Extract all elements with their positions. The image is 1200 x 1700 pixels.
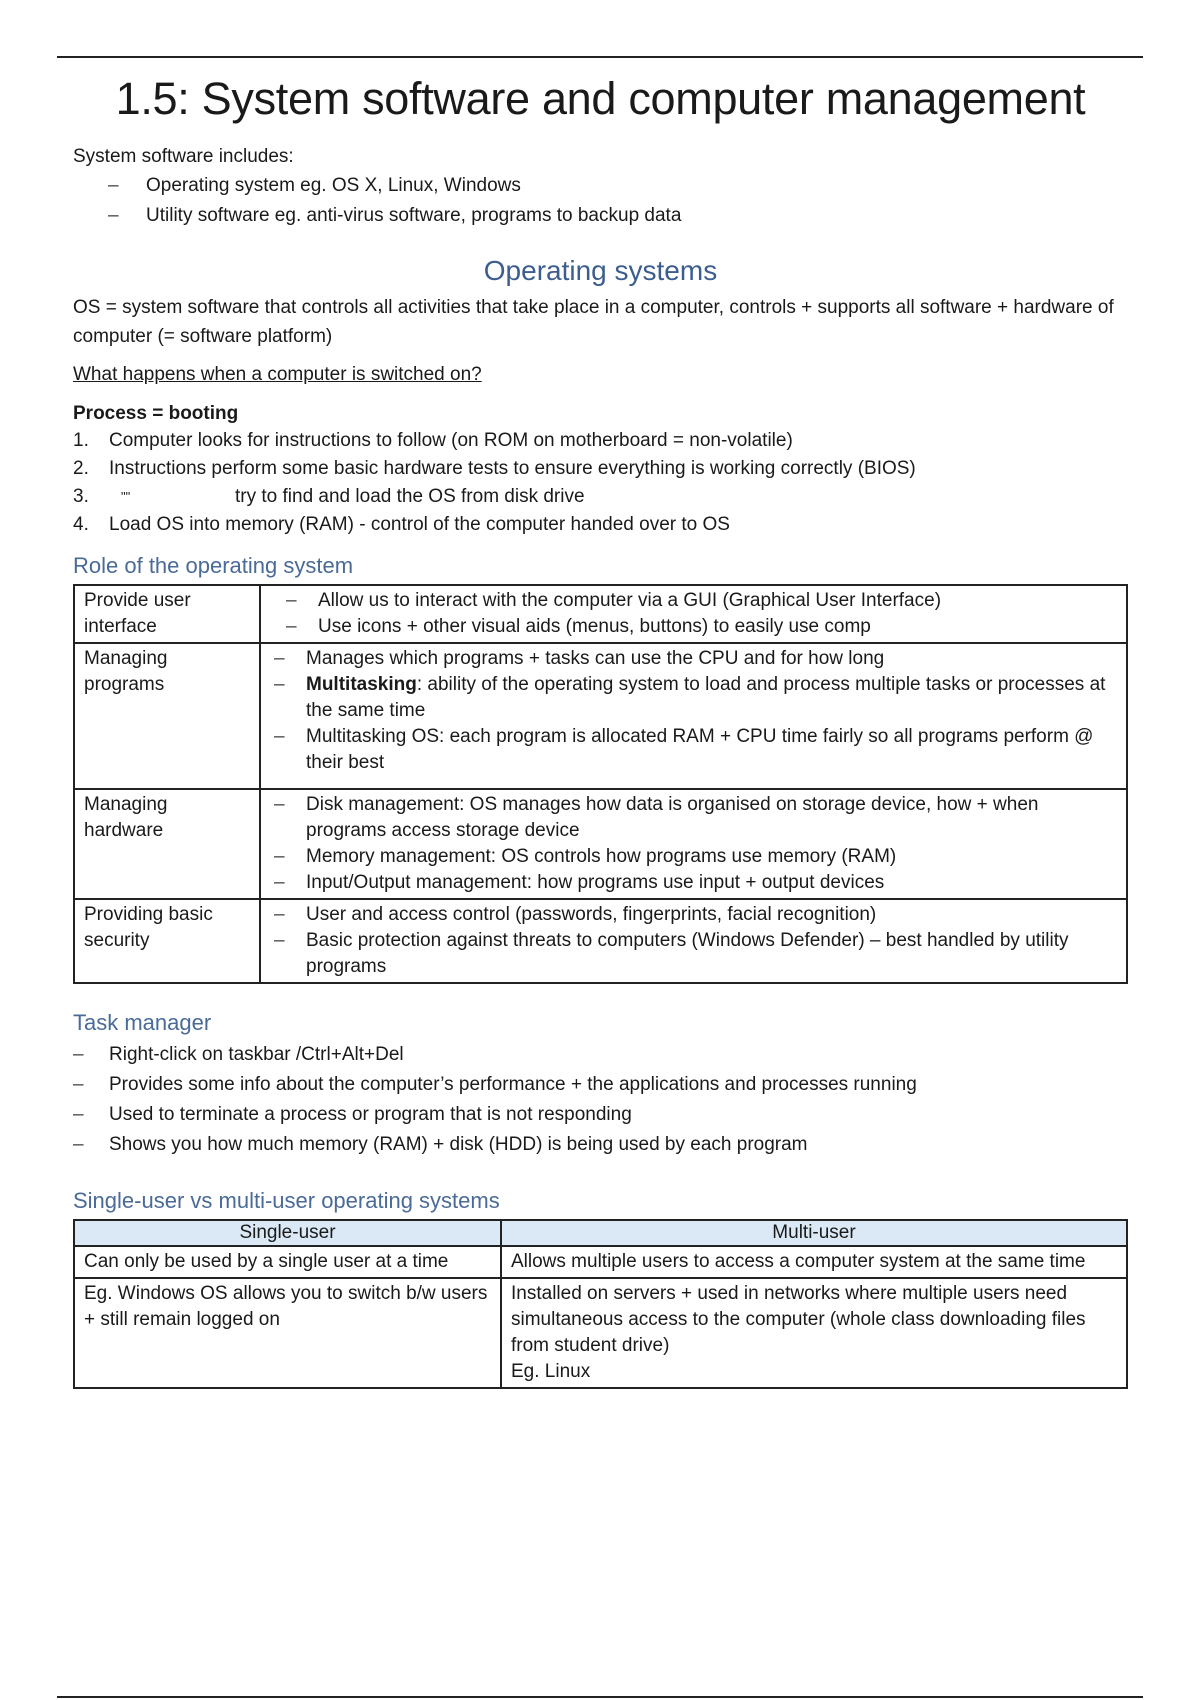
page-title: 1.5: System software and computer management xyxy=(115,73,1086,124)
list-item: – Allow us to interact with the computer via a GUI (Graphical User Interface) xyxy=(270,588,1117,614)
list-item: – Disk management: OS manages how data is organised on storage device, how + when programs access storage device xyxy=(270,792,1117,844)
role-table xyxy=(73,584,1128,984)
step-number: 2. xyxy=(73,457,89,479)
role-label: Providing basic security xyxy=(74,899,260,983)
list-item: – Provides some info about the computer’s performance + the applications and processes running xyxy=(73,1070,1128,1100)
cell-example: Eg. Linux xyxy=(511,1361,591,1383)
list-item: – Operating system eg. OS X, Linux, Windows xyxy=(73,171,1128,201)
table-cell xyxy=(501,1278,1127,1388)
list-item: – Manages which programs + tasks can use the CPU and for how long xyxy=(270,646,1117,672)
step-text: Instructions perform some basic hardware tests to ensure everything is working correctly (BIOS) xyxy=(109,457,916,479)
list-item: – Input/Output management: how programs use input + output devices xyxy=(270,870,1117,896)
document-page xyxy=(73,70,1128,1389)
task-manager-list xyxy=(73,1040,1128,1160)
cell-text: Installed on servers + used in networks where multiple users need simultaneous access to the computer (whole class downloading files from student drive) xyxy=(511,1283,1086,1357)
step-number: 1. xyxy=(73,429,89,451)
user-comparison-table xyxy=(73,1219,1128,1389)
intro-lead: System software includes: xyxy=(73,145,294,167)
column-header-multi-user: Multi-user xyxy=(501,1220,1127,1246)
table-row xyxy=(74,643,1127,789)
list-item: – Utility software eg. anti-virus software, programs to backup data xyxy=(73,201,1128,231)
footer-rule xyxy=(57,1696,1143,1698)
step-text: Load OS into memory (RAM) - control of the computer handed over to OS xyxy=(109,513,730,535)
term-definition: : ability of the operating system to load and process multiple tasks or processes at the same time xyxy=(306,673,1106,721)
boot-steps xyxy=(73,427,1128,539)
role-label: Managing hardware xyxy=(74,789,260,899)
header-rule xyxy=(57,56,1143,58)
term-bold: Multitasking xyxy=(306,673,417,695)
section-heading-users: Single-user vs multi-user operating systems xyxy=(73,1188,500,1214)
step-text: try to find and load the OS from disk drive xyxy=(235,485,585,507)
list-item: – Multitasking OS: each program is allocated RAM + CPU time fairly so all programs perform @ their best xyxy=(270,724,1117,776)
list-item: – Used to terminate a process or program that is not responding xyxy=(73,1100,1128,1130)
list-item: – Right-click on taskbar /Ctrl+Alt+Del xyxy=(73,1040,1128,1070)
list-item xyxy=(270,672,1117,724)
section-heading-role: Role of the operating system xyxy=(73,552,354,578)
table-row xyxy=(74,1278,1127,1388)
table-cell: Can only be used by a single user at a time xyxy=(74,1246,501,1278)
list-item: – Basic protection against threats to computers (Windows Defender) – best handled by utility programs xyxy=(270,928,1117,980)
section-heading-operating-systems: Operating systems xyxy=(483,254,718,286)
process-label: Process = booting xyxy=(73,402,239,424)
step-text: Computer looks for instructions to follow (on ROM on motherboard = non-volatile) xyxy=(109,429,793,451)
table-cell: Allows multiple users to access a computer system at the same time xyxy=(501,1246,1127,1278)
role-label: Managing programs xyxy=(74,643,260,789)
table-header-row xyxy=(74,1220,1127,1246)
step-number: 3. xyxy=(73,485,89,507)
section-heading-task-manager: Task manager xyxy=(73,1009,212,1035)
boot-question: What happens when a computer is switched on? xyxy=(73,363,482,385)
role-details xyxy=(260,585,1127,643)
role-details xyxy=(260,899,1127,983)
os-definition: OS = system software that controls all activities that take place in a computer, controls + supports all software + hardware of computer (= software platform) xyxy=(73,296,1114,347)
step-number: 4. xyxy=(73,513,89,535)
list-item xyxy=(73,483,1128,511)
table-cell: Eg. Windows OS allows you to switch b/w users + still remain logged on xyxy=(74,1278,501,1388)
column-header-single-user: Single-user xyxy=(74,1220,501,1246)
role-label: Provide user interface xyxy=(74,585,260,643)
table-row xyxy=(74,1246,1127,1278)
table-row xyxy=(74,585,1127,643)
list-item xyxy=(73,511,1128,539)
list-item xyxy=(73,427,1128,455)
list-item: – Memory management: OS controls how programs use memory (RAM) xyxy=(270,844,1117,870)
list-item xyxy=(73,455,1128,483)
list-item: – Shows you how much memory (RAM) + disk (HDD) is being used by each program xyxy=(73,1130,1128,1160)
list-item: – User and access control (passwords, fingerprints, facial recognition) xyxy=(270,902,1117,928)
ditto-mark: "" xyxy=(121,488,131,504)
role-details xyxy=(260,789,1127,899)
table-row xyxy=(74,789,1127,899)
list-item: – Use icons + other visual aids (menus, buttons) to easily use comp xyxy=(270,614,1117,640)
role-details xyxy=(260,643,1127,789)
intro-list xyxy=(73,171,1128,231)
table-row xyxy=(74,899,1127,983)
